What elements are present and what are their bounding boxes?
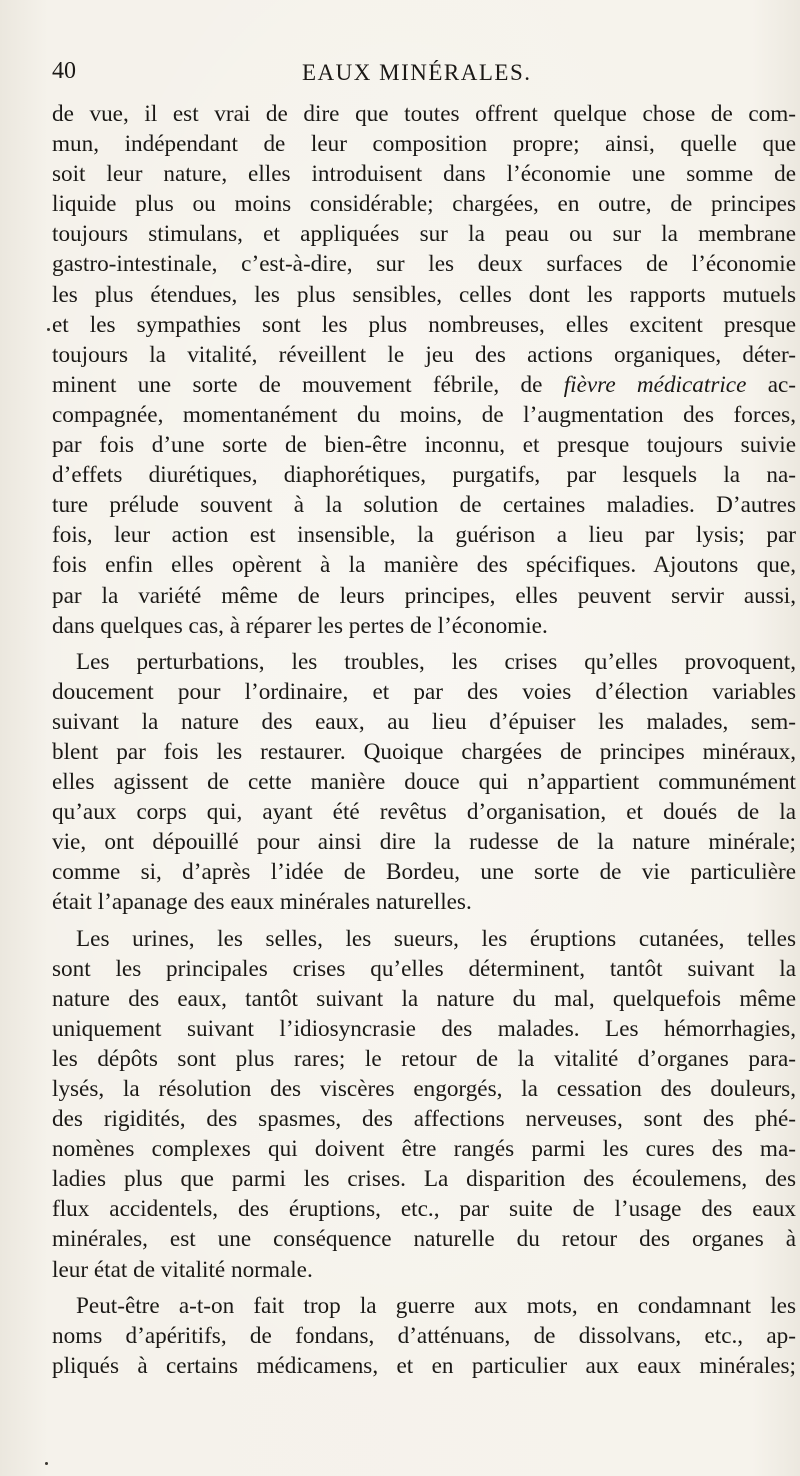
text-line: suivant la nature des eaux, au lieu d’épuiser les malades, sem- xyxy=(52,708,796,735)
paragraph xyxy=(52,1291,796,1381)
text-line: nomènes complexes qui doivent être rangés parmi les cures des ma- xyxy=(52,1136,796,1163)
text-line: lysés, la résolution des viscères engorgés, la cessation des douleurs, xyxy=(52,1076,796,1102)
text-line: des rigidités, des spasmes, des affections nerveuses, sont des phé- xyxy=(52,1106,796,1133)
ink-speck xyxy=(45,1462,48,1465)
text-line: Les perturbations, les troubles, les crises qu’elles provoquent, xyxy=(76,648,796,675)
text-line: d’effets diurétiques, diaphorétiques, purgatifs, par lesquels la na- xyxy=(52,462,796,489)
body-text xyxy=(52,99,796,1381)
text-line: Les urines, les selles, les sueurs, les éruptions cutanées, telles xyxy=(76,925,796,952)
text-line: uniquement suivant l’idiosyncrasie des malades. Les hémorrhagies, xyxy=(52,1015,796,1042)
text-line: mun, indépendant de leur composition propre; ainsi, quelle que xyxy=(52,131,796,158)
text-line: pliqués à certains médicamens, et en particulier aux eaux minérales; xyxy=(52,1352,796,1379)
text-line: liquide plus ou moins considérable; chargées, en outre, de principes xyxy=(52,191,796,218)
text-line: les dépôts sont plus rares; le retour de la vitalité d’organes para- xyxy=(52,1045,796,1072)
text-line: gastro-intestinale, c’est-à-dire, sur les deux surfaces de l’économie xyxy=(52,251,796,278)
paragraph xyxy=(52,924,796,1285)
text-line: était l’apanage des eaux minérales naturelles. xyxy=(52,889,472,916)
text-line: toujours stimulans, et appliquées sur la peau ou sur la membrane xyxy=(52,221,796,248)
text-line: minent une sorte de mouvement fébrile, de fièvre médicatrice ac- xyxy=(52,371,796,398)
text-line: nature des eaux, tantôt suivant la nature du mal, quelquefois même xyxy=(52,985,796,1012)
paragraph xyxy=(52,99,796,641)
running-head xyxy=(52,58,786,88)
running-title: EAUX MINÉRALES. xyxy=(302,60,532,85)
text-line: ladies plus que parmi les crises. La disparition des écoulemens, des xyxy=(52,1166,796,1193)
ink-speck xyxy=(47,328,50,331)
text-line: soit leur nature, elles introduisent dans l’économie une somme de xyxy=(52,161,796,188)
text-line: blent par fois les restaurer. Quoique chargées de principes minéraux, xyxy=(52,738,796,765)
text-line: noms d’apéritifs, de fondans, d’atténuans, de dissolvans, etc., ap- xyxy=(52,1322,796,1349)
text-line: par fois d’une sorte de bien-être inconnu, et presque toujours suivie xyxy=(52,432,796,459)
text-line: toujours la vitalité, réveillent le jeu des actions organiques, déter- xyxy=(52,341,796,368)
text-line: et les sympathies sont les plus nombreuses, elles excitent presque xyxy=(52,311,796,338)
text-line: les plus étendues, les plus sensibles, celles dont les rapports mutuels xyxy=(52,281,796,308)
text-line: par la variété même de leurs principes, elles peuvent servir aussi, xyxy=(52,582,796,609)
text-line: doucement pour l’ordinaire, et par des voies d’élection variables xyxy=(52,678,796,705)
text-line: leur état de vitalité normale. xyxy=(52,1256,313,1283)
page-number: 40 xyxy=(52,58,76,84)
text-line: fois, leur action est insensible, la guérison a lieu par lysis; par xyxy=(52,522,796,549)
text-line: Peut-être a-t-on fait trop la guerre aux mots, en condamnant les xyxy=(76,1292,796,1319)
text-line: sont les principales crises qu’elles déterminent, tantôt suivant la xyxy=(52,955,796,982)
text-line: compagnée, momentanément du moins, de l’augmentation des forces, xyxy=(52,401,796,428)
text-line: elles agissent de cette manière douce qui n’appartient communément xyxy=(52,769,796,796)
text-line: comme si, d’après l’idée de Bordeu, une sorte de vie particulière xyxy=(52,859,796,886)
text-line: de vue, il est vrai de dire que toutes offrent quelque chose de com- xyxy=(52,101,796,127)
text-line: dans quelques cas, à réparer les pertes de l’économie. xyxy=(52,612,548,639)
text-line: vie, ont dépouillé pour ainsi dire la rudesse de la nature minérale; xyxy=(52,829,796,856)
text-line: minérales, est une conséquence naturelle du retour des organes à xyxy=(52,1226,796,1253)
text-line: qu’aux corps qui, ayant été revêtus d’organisation, et doués de la xyxy=(52,799,796,826)
text-line: fois enfin elles opèrent à la manière des spécifiques. Ajoutons que, xyxy=(52,552,796,579)
text-line: flux accidentels, des éruptions, etc., par suite de l’usage des eaux xyxy=(52,1196,796,1223)
text-line: ture prélude souvent à la solution de certaines maladies. D’autres xyxy=(52,492,796,519)
paragraph xyxy=(52,647,796,918)
